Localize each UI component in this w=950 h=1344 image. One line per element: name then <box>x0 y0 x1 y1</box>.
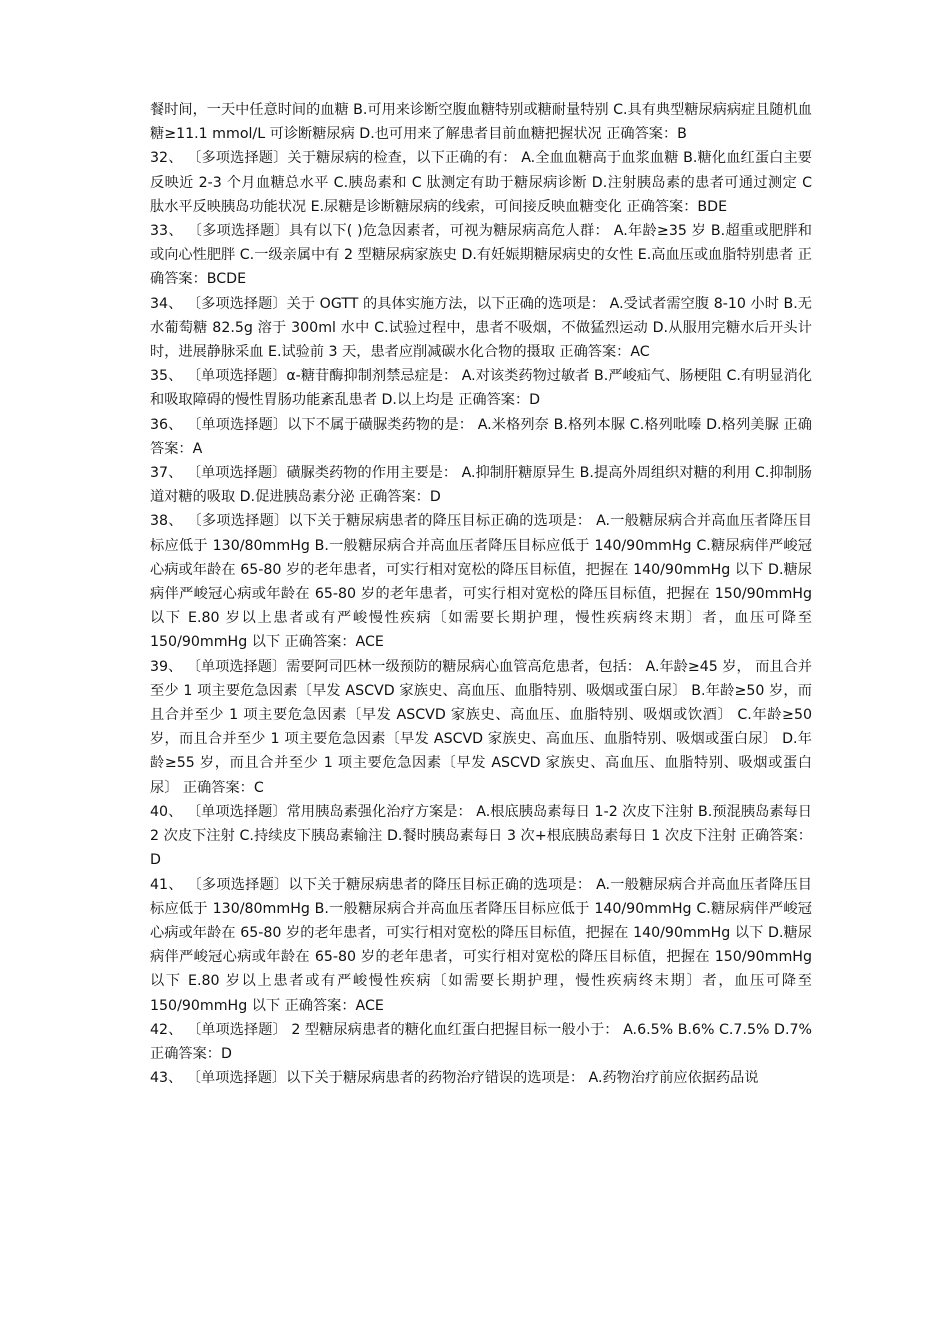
question-36: 36、 〔单项选择题〕以下不属于磺脲类药物的是： A.米格列奈 B.格列本脲 C.格列吡嗪 D.格列美脲 正确答案：A <box>150 416 812 457</box>
question-33: 33、 〔多项选择题〕具有以下( )危急因素者，可视为糖尿病高危人群： A.年龄≥35 岁 B.超重或肥胖和或向心性肥胖 C.一级亲属中有 2 型糖尿病家族史 D.有妊娠期糖尿病史的女性 E.高血压或血脂特别患者 正确答案：BCDE <box>150 223 812 288</box>
question-32: 32、 〔多项选择题〕关于糖尿病的检查，以下正确的有： A.全血血糖高于血浆血糖 B.糖化血红蛋白主要反映近 2-3 个月血糖总水平 C.胰岛素和 C 肽测定有助于糖尿病诊断 D.注射胰岛素的患者可通过测定 C 肽水平反映胰岛功能状况 E.尿糖是诊断糖尿病的线索，可间接反映血糖变化 正确答案：BDE <box>150 150 812 215</box>
question-43: 43、 〔单项选择题〕以下关于糖尿病患者的药物治疗错误的选项是： A.药物治疗前应依据药品说 <box>150 1070 759 1087</box>
question-41: 41、 〔多项选择题〕以下关于糖尿病患者的降压目标正确的选项是： A.一般糖尿病合并高血压者降压目标应低于 130/80mmHg B.一般糖尿病合并高血压者降压目标应低于 140/90mmHg C.糖尿病伴严峻冠心病或年龄在 65-80 岁的老年患者，可实行相对宽松的降压目标值，把握在 140/90mmHg 以下 D.糖尿病伴严峻冠心病或年龄在 65-80 岁的老年患者，可实行相对宽松的降压目标值，把握在 150/90mmHg 以下 E.80 岁以上患者或有严峻慢性疾病〔如需要长期护理，慢性疾病终末期〕者，血压可降至 150/90mmHg 以下 正确答案：ACE <box>150 876 812 1014</box>
question-40: 40、 〔单项选择题〕常用胰岛素强化治疗方案是： A.根底胰岛素每日 1-2 次皮下注射 B.预混胰岛素每日 2 次皮下注射 C.持续皮下胰岛素输注 D.餐时胰岛素每日 3 次+根底胰岛素每日 1 次皮下注射 正确答案：D <box>150 803 812 869</box>
question-35: 35、 〔单项选择题〕α-糖苷酶抑制剂禁忌症是： A.对该类药物过敏者 B.严峻疝气、肠梗阻 C.有明显消化和吸取障碍的慢性胃肠功能紊乱患者 D.以上均是 正确答案：D <box>150 368 812 409</box>
question-38: 38、 〔多项选择题〕以下关于糖尿病患者的降压目标正确的选项是： A.一般糖尿病合并高血压者降压目标应低于 130/80mmHg B.一般糖尿病合并高血压者降压目标应低于 140/90mmHg C.糖尿病伴严峻冠心病或年龄在 65-80 岁的老年患者，可实行相对宽松的降压目标值，把握在 140/90mmHg 以下 D.糖尿病伴严峻冠心病或年龄在 65-80 岁的老年患者，可实行相对宽松的降压目标值，把握在 150/90mmHg 以下 E.80 岁以上患者或有严峻慢性疾病〔如需要长期护理，慢性疾病终末期〕者，血压可降至 150/90mmHg 以下 正确答案：ACE <box>150 513 812 651</box>
question-34: 34、 〔多项选择题〕关于 OGTT 的具体实施方法，以下正确的选项是： A.受试者需空腹 8-10 小时 B.无水葡萄糖 82.5g 溶于 300ml 水中 C.试验过程中，患者不吸烟，不做猛烈运动 D.从服用完糖水后开头计时，进展静脉采血 E.试验前 3 天，患者应削减碳水化合物的摄取 正确答案：AC <box>150 295 812 361</box>
document-body <box>150 98 812 1090</box>
question-42: 42、 〔单项选择题〕 2 型糖尿病患者的糖化血红蛋白把握目标一般小于： A.6.5% B.6% C.7.5% D.7% 正确答案：D <box>150 1021 812 1062</box>
question-39: 39、 〔单项选择题〕需要阿司匹林一级预防的糖尿病心血管高危患者，包括： A.年龄≥45 岁， 而且合并至少 1 项主要危急因素〔早发 ASCVD 家族史、高血压、血脂特别、吸烟或蛋白尿〕 B.年龄≥50 岁，而且合并至少 1 项主要危急因素〔早发 ASCVD 家族史、高血压、血脂特别、吸烟或饮酒〕 C.年龄≥50 岁，而且合并至少 1 项主要危急因素〔早发 ASCVD 家族史、高血压、血脂特别、吸烟或蛋白尿〕 D.年龄≥55 岁，而且合并至少 1 项主要危急因素〔早发 ASCVD 家族史、高血压、血脂特别、吸烟或蛋白尿〕 正确答案：C <box>150 658 812 796</box>
question-37: 37、 〔单项选择题〕磺脲类药物的作用主要是： A.抑制肝糖原异生 B.提高外周组织对糖的利用 C.抑制肠道对糖的吸取 D.促进胰岛素分泌 正确答案：D <box>150 465 812 506</box>
question-text-continued: 餐时间，一天中任意时间的血糖 B.可用来诊断空腹血糖特别或糖耐量特别 C.具有典型糖尿病病症且随机血糖≥11.1 mmol/L 可诊断糖尿病 D.也可用来了解患者目前血糖把握状况 正确答案：B <box>150 102 812 143</box>
